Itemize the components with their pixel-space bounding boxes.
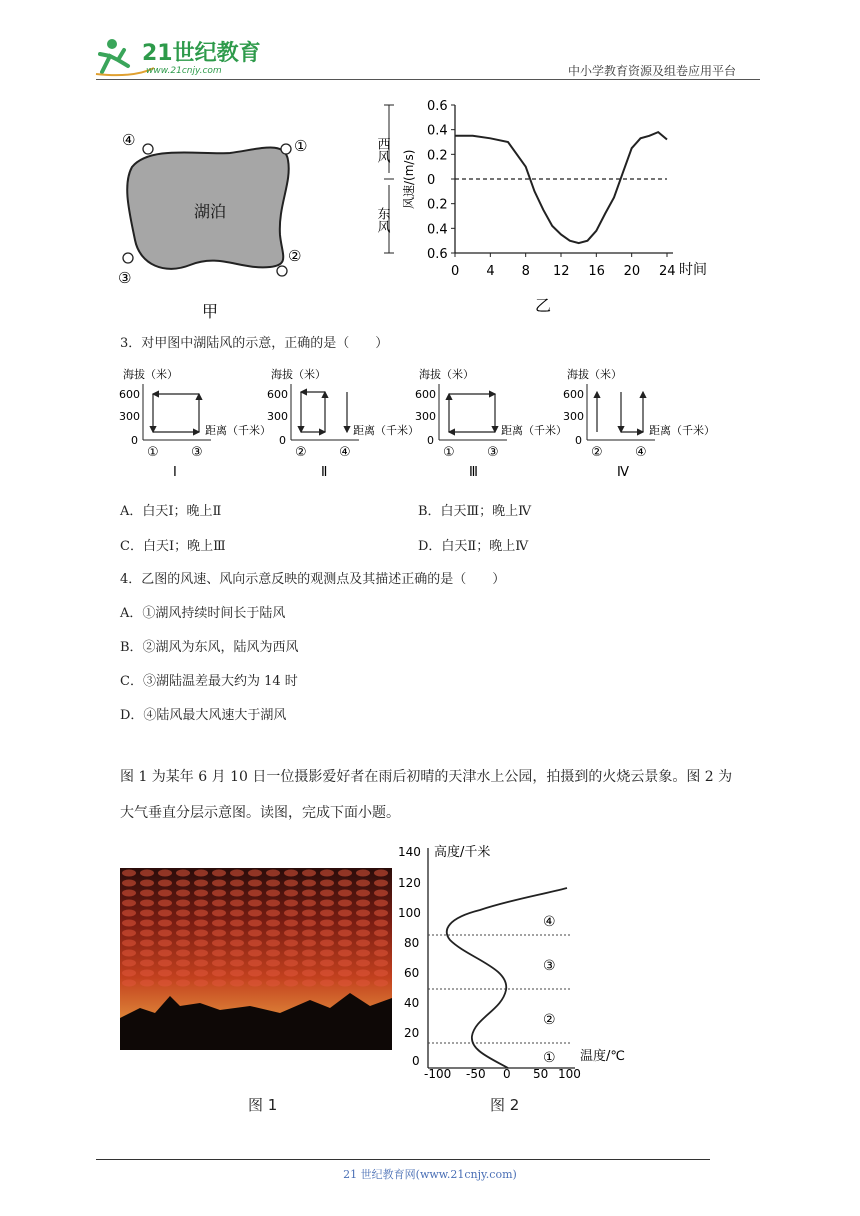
point-marker-3 [123, 253, 133, 263]
fig-jia-caption: 甲 [202, 302, 219, 320]
layer-label-2: ② [543, 1012, 556, 1028]
x-tick-100: 100 [558, 1067, 581, 1081]
header-divider [96, 79, 760, 80]
panel-roman-label: Ⅱ [321, 465, 328, 480]
east-wind-label: 东风 [375, 207, 390, 233]
fig1-caption: 图 1 [248, 1096, 278, 1114]
x-tick-50: 50 [533, 1067, 549, 1081]
y-tick-80: 80 [404, 936, 420, 950]
fig2-caption: 图 2 [490, 1096, 520, 1114]
logo-url: www.21cnjy.com [146, 66, 222, 76]
layer-label-3: ③ [543, 958, 556, 974]
q3-panels [115, 362, 735, 482]
y-axis-label: 风速/(m/s) [402, 149, 416, 209]
y-tick-label: 0 [427, 173, 436, 188]
q4-option-b[interactable]: B．②湖风为东风，陆风为西风 [120, 640, 299, 655]
point-marker-2 [277, 266, 287, 276]
point-marker-4 [143, 144, 153, 154]
x-tick-0: 0 [503, 1067, 511, 1081]
panel-tick-600: 600 [563, 388, 584, 401]
q3-panel-4 [563, 367, 715, 480]
panel-point-left: ① [443, 445, 455, 460]
panel-y-axis-label: 海拔（米） [123, 368, 178, 381]
sunset-photo [120, 868, 392, 1050]
y-tick-40: 40 [404, 996, 420, 1010]
q3-option-a[interactable]: A．白天Ⅰ；晚上Ⅱ [120, 504, 222, 519]
q3-panel-3 [415, 367, 567, 480]
fig-yi-caption: 乙 [535, 296, 552, 315]
panel-tick-600: 600 [119, 388, 140, 401]
x-tick-label: 12 [553, 264, 570, 279]
panel-roman-label: Ⅲ [469, 465, 478, 480]
panel-point-left: ② [295, 445, 307, 460]
panel-tick-0: 0 [575, 434, 582, 447]
panel-point-right: ④ [339, 445, 351, 460]
figure-2-atmosphere [390, 840, 650, 1085]
panel-y-axis-label: 海拔（米） [419, 368, 474, 381]
fig2-y-label: 高度/千米 [434, 845, 491, 860]
point-label-3: ③ [118, 269, 132, 287]
panel-y-axis-label: 海拔（米） [271, 368, 326, 381]
q3-option-c[interactable]: C．白天Ⅰ；晚上Ⅲ [120, 539, 226, 554]
y-tick-20: 20 [404, 1026, 420, 1040]
q3-panel-2 [267, 367, 419, 480]
panel-y-axis-label: 海拔（米） [567, 368, 622, 381]
panel-x-axis-label: 距离（千米） [501, 424, 567, 437]
q4-text: 4．乙图的风速、风向示意反映的观测点及其描述正确的是（ ） [120, 572, 506, 587]
x-tick-label: 4 [486, 264, 495, 279]
panel-tick-300: 300 [415, 410, 436, 423]
layer-label-4: ④ [543, 914, 556, 930]
q3-option-b[interactable]: B．白天Ⅲ；晚上Ⅳ [418, 504, 532, 519]
panel-tick-600: 600 [267, 388, 288, 401]
panel-point-left: ① [147, 445, 159, 460]
panel-point-right: ③ [191, 445, 203, 460]
y-tick-100: 100 [398, 906, 421, 920]
y-tick-label: 0.6 [427, 247, 448, 262]
x-tick-label: 20 [623, 264, 641, 279]
x-tick-label: 8 [521, 264, 530, 279]
intro-line-1: 图 1 为某年 6 月 10 日一位摄影爱好者在雨后初晴的天津水上公园，拍摄到的火烧云景象。图 2 为 [120, 769, 733, 785]
y-tick-label: 0.2 [427, 197, 448, 213]
panel-x-axis-label: 距离（千米） [353, 424, 419, 437]
panel-roman-label: Ⅰ [173, 465, 177, 480]
footer-text: 21 世纪教育网(www.21cnjy.com) [343, 1168, 517, 1181]
panel-x-axis-label: 距离（千米） [205, 424, 271, 437]
q4-option-a[interactable]: A．①湖风持续时间长于陆风 [120, 606, 286, 621]
footer-divider [96, 1159, 710, 1160]
panel-tick-300: 300 [563, 410, 584, 423]
figure-yi-chart [375, 95, 735, 320]
layer-label-1: ① [543, 1050, 556, 1066]
logo [94, 34, 264, 78]
panel-tick-300: 300 [119, 410, 140, 423]
y-tick-label: 0.6 [427, 99, 448, 114]
x-tick-neg50: -50 [466, 1067, 486, 1081]
panel-tick-300: 300 [267, 410, 288, 423]
panel-point-right: ③ [487, 445, 499, 460]
y-tick-0: 0 [412, 1054, 420, 1068]
west-wind-label: 西风 [375, 137, 390, 163]
fig2-x-label: 温度/℃ [580, 1049, 625, 1064]
x-tick-label: 16 [588, 264, 605, 279]
x-tick-neg100: -100 [424, 1067, 452, 1081]
panel-tick-0: 0 [279, 434, 286, 447]
q3-option-d[interactable]: D．白天Ⅱ；晚上Ⅳ [418, 539, 529, 554]
y-tick-label: 0.4 [427, 123, 448, 139]
intro-line-2: 大气垂直分层示意图。读图，完成下面小题。 [120, 805, 400, 821]
wind-speed-series-line [455, 132, 667, 243]
q4-option-d[interactable]: D．④陆风最大风速大于湖风 [120, 708, 287, 723]
figure-jia [110, 125, 310, 320]
y-tick-label: 0.2 [427, 148, 448, 164]
y-tick-label: 0.4 [427, 222, 448, 238]
logo-runner-icon [94, 34, 264, 78]
q3-panel-1 [119, 367, 271, 480]
panel-tick-0: 0 [427, 434, 434, 447]
x-axis-label: 时间 [679, 262, 707, 278]
panel-roman-label: Ⅳ [617, 465, 629, 480]
lake-label: 湖泊 [194, 202, 227, 221]
y-tick-60: 60 [404, 966, 420, 980]
point-marker-1 [281, 144, 291, 154]
x-tick-label: 0 [451, 264, 460, 279]
q4-option-c[interactable]: C．③湖陆温差最大约为 14 时 [120, 674, 298, 689]
panel-point-left: ② [591, 445, 603, 460]
point-label-2: ② [288, 247, 302, 265]
x-tick-label: 24 [659, 264, 676, 279]
panel-x-axis-label: 距离（千米） [649, 424, 715, 437]
y-tick-120: 120 [398, 876, 421, 890]
panel-point-right: ④ [635, 445, 647, 460]
logo-text: 21世纪教育 [142, 41, 261, 66]
panel-tick-0: 0 [131, 434, 138, 447]
y-tick-140: 140 [398, 845, 421, 859]
panel-tick-600: 600 [415, 388, 436, 401]
point-label-4: ④ [122, 131, 136, 149]
header-platform-text: 中小学教育资源及组卷应用平台 [568, 64, 737, 78]
q3-text: 3．对甲图中湖陆风的示意，正确的是（ ） [120, 336, 389, 351]
point-label-1: ① [294, 137, 308, 155]
